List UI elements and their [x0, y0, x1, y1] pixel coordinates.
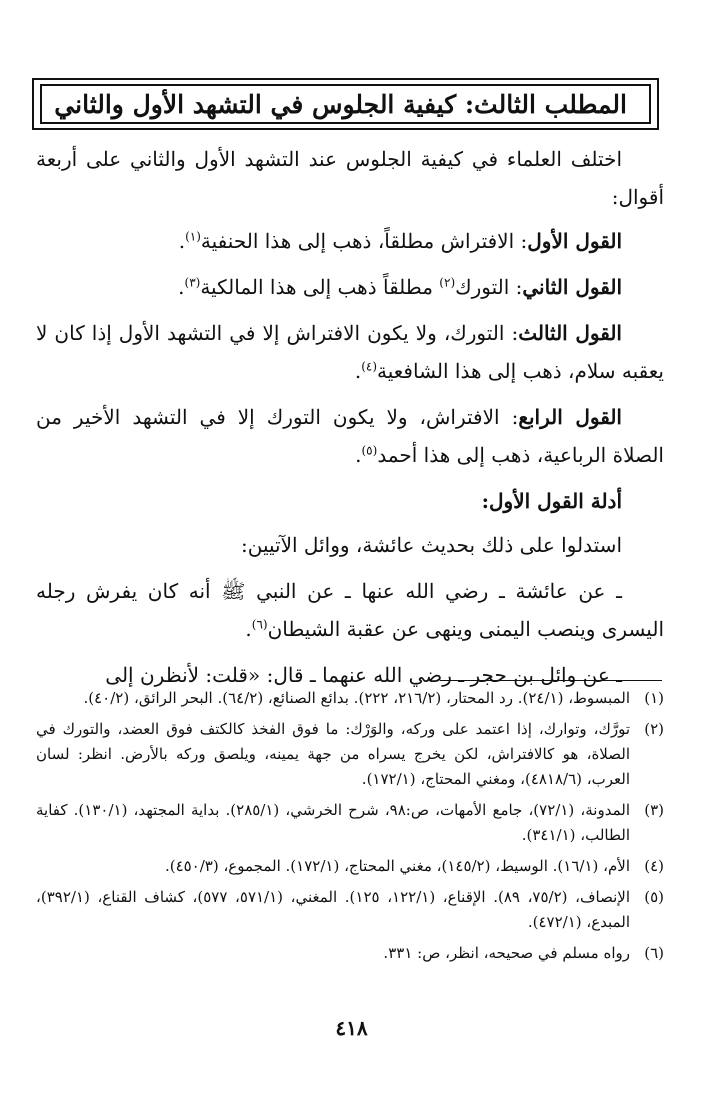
footnote-text: الأم، (١٦/١). الوسيط، (١٤٥/٢)، مغني المحتاج، (١٧٢/١). المجموع، (٤٥٠/٣).: [164, 857, 630, 875]
opinion-2-label: القول الثاني: [522, 275, 622, 299]
footnote-item: [36, 686, 664, 711]
opinion-1-text: : الافتراش مطلقاً، ذهب إلى هذا الحنفية: [200, 229, 528, 253]
footnote-text: الإنصاف، (٧٥/٢، ٨٩). الإقناع، (١٢٢/١، ١٢٥). المغني، (٥٧١/١، ٥٧٧)، كشاف القناع، (٣٩٢/١)، المبدع، (٤٧٢/١).: [36, 888, 630, 931]
evidence-subheading: أدلة القول الأول:: [481, 489, 622, 513]
aisha-hadith-paragraph: [36, 572, 664, 648]
footnote-text: رواه مسلم في صحيحه، انظر، ص: ٣٣١.: [383, 944, 630, 962]
opinion-4-text: : الافتراش، ولا يكون التورك إلا في التشهد الأخير من الصلاة الرباعية، ذهب إلى هذا أحمد: [36, 405, 664, 467]
page-number: ٤١٨: [335, 1016, 368, 1040]
evidence-intro-text: استدلوا على ذلك بحديث عائشة، ووائل الآتيين:: [241, 533, 622, 557]
intro-text: اختلف العلماء في كيفية الجلوس عند التشهد الأول والثاني على أربعة أقوال:: [36, 147, 664, 209]
opinion-1-end: .: [178, 229, 186, 253]
footnote-number: (٤): [644, 857, 664, 875]
section-heading-title: المطلب الثالث: كيفية الجلوس في التشهد الأول والثاني: [54, 89, 627, 119]
footnote-number: (٥): [644, 888, 664, 906]
footnote-item: [36, 885, 664, 935]
footnote-ref-2[interactable]: (٢): [439, 275, 456, 290]
aisha-hadith-end: .: [245, 617, 252, 641]
opinion-2-paragraph: [36, 268, 664, 306]
opinion-3-paragraph: [36, 314, 664, 390]
footnote-number: (٣): [644, 801, 664, 819]
opinion-3-text: : التورك، ولا يكون الافتراش إلا في التشهد الأول إذا كان لا يعقبه سلام، ذهب إلى هذا الشافعية: [36, 321, 664, 383]
footnote-ref-4[interactable]: (٤): [361, 359, 378, 374]
footnote-item: [36, 717, 664, 792]
footnote-ref-5[interactable]: (٥): [361, 443, 378, 458]
footnote-number: (٦): [644, 944, 664, 962]
opinion-4-paragraph: [36, 398, 664, 474]
opinion-4-end: .: [355, 443, 362, 467]
evidence-intro-paragraph: [36, 526, 664, 564]
footnote-text: تورَّك، وتوارك، إذا اعتمد على وركه، والوَرْك: ما فوق الفخذ كالكتف فوق العضد، والتورك في الصلاة، هو كالافتراش، لكن يخرج يسراه من جهة يمينه، ويلصق وركه بالأرض. انظر: لسان العرب، (٤٨١٨/٦)، ومغني المحتاج، (١٧٢/١).: [36, 720, 630, 788]
footnote-ref-6[interactable]: (٦): [251, 617, 268, 632]
footnote-separator-line: [440, 680, 662, 681]
footnote-number: (٢): [644, 720, 664, 738]
footnote-item: [36, 798, 664, 848]
section-heading-inner-frame: [40, 84, 651, 124]
opinion-3-end: .: [354, 359, 362, 383]
section-heading-frame: [32, 78, 659, 130]
opinion-1-label: القول الأول: [527, 229, 622, 253]
footnotes-section: [36, 686, 664, 972]
main-body-text: [36, 140, 664, 702]
footnote-ref-3[interactable]: (٣): [184, 275, 201, 290]
footnote-text: المبسوط، (٢٤/١). رد المحتار، (٢١٦/٢، ٢٢٢). بدائع الصنائع، (٦٤/٢). البحر الرائق، (٤٠/٢).: [83, 689, 630, 707]
footnote-number: (١): [644, 689, 664, 707]
wail-hadith-text: ـ عن وائل بن حجر ـ رضي الله عنهما ـ قال: «قلت: لأنظرن إلى: [105, 663, 622, 687]
aisha-hadith-text: ـ عن عائشة ـ رضي الله عنها ـ عن النبي ﷺ أنه كان يفرش رجله اليسرى وينصب اليمنى وينهى عن عقبة الشيطان: [36, 579, 664, 641]
opinion-3-label: القول الثالث: [518, 321, 622, 345]
footnote-item: [36, 941, 664, 966]
footnote-ref-1[interactable]: (١): [185, 229, 201, 244]
footnote-item: [36, 854, 664, 879]
intro-paragraph: [36, 140, 664, 216]
opinion-4-label: القول الرابع: [518, 405, 622, 429]
opinion-2-end: .: [178, 275, 185, 299]
opinion-2-text-b: مطلقاً ذهب إلى هذا المالكية: [200, 275, 440, 299]
opinion-1-paragraph: [36, 222, 664, 260]
opinion-2-text-a: : التورك: [455, 275, 523, 299]
footnote-text: المدونة، (٧٢/١)، جامع الأمهات، ص:٩٨، شرح الخرشي، (٢٨٥/١). بداية المجتهد، (١٣٠/١). كفاية الطالب، (٣٤١/١).: [36, 801, 630, 844]
